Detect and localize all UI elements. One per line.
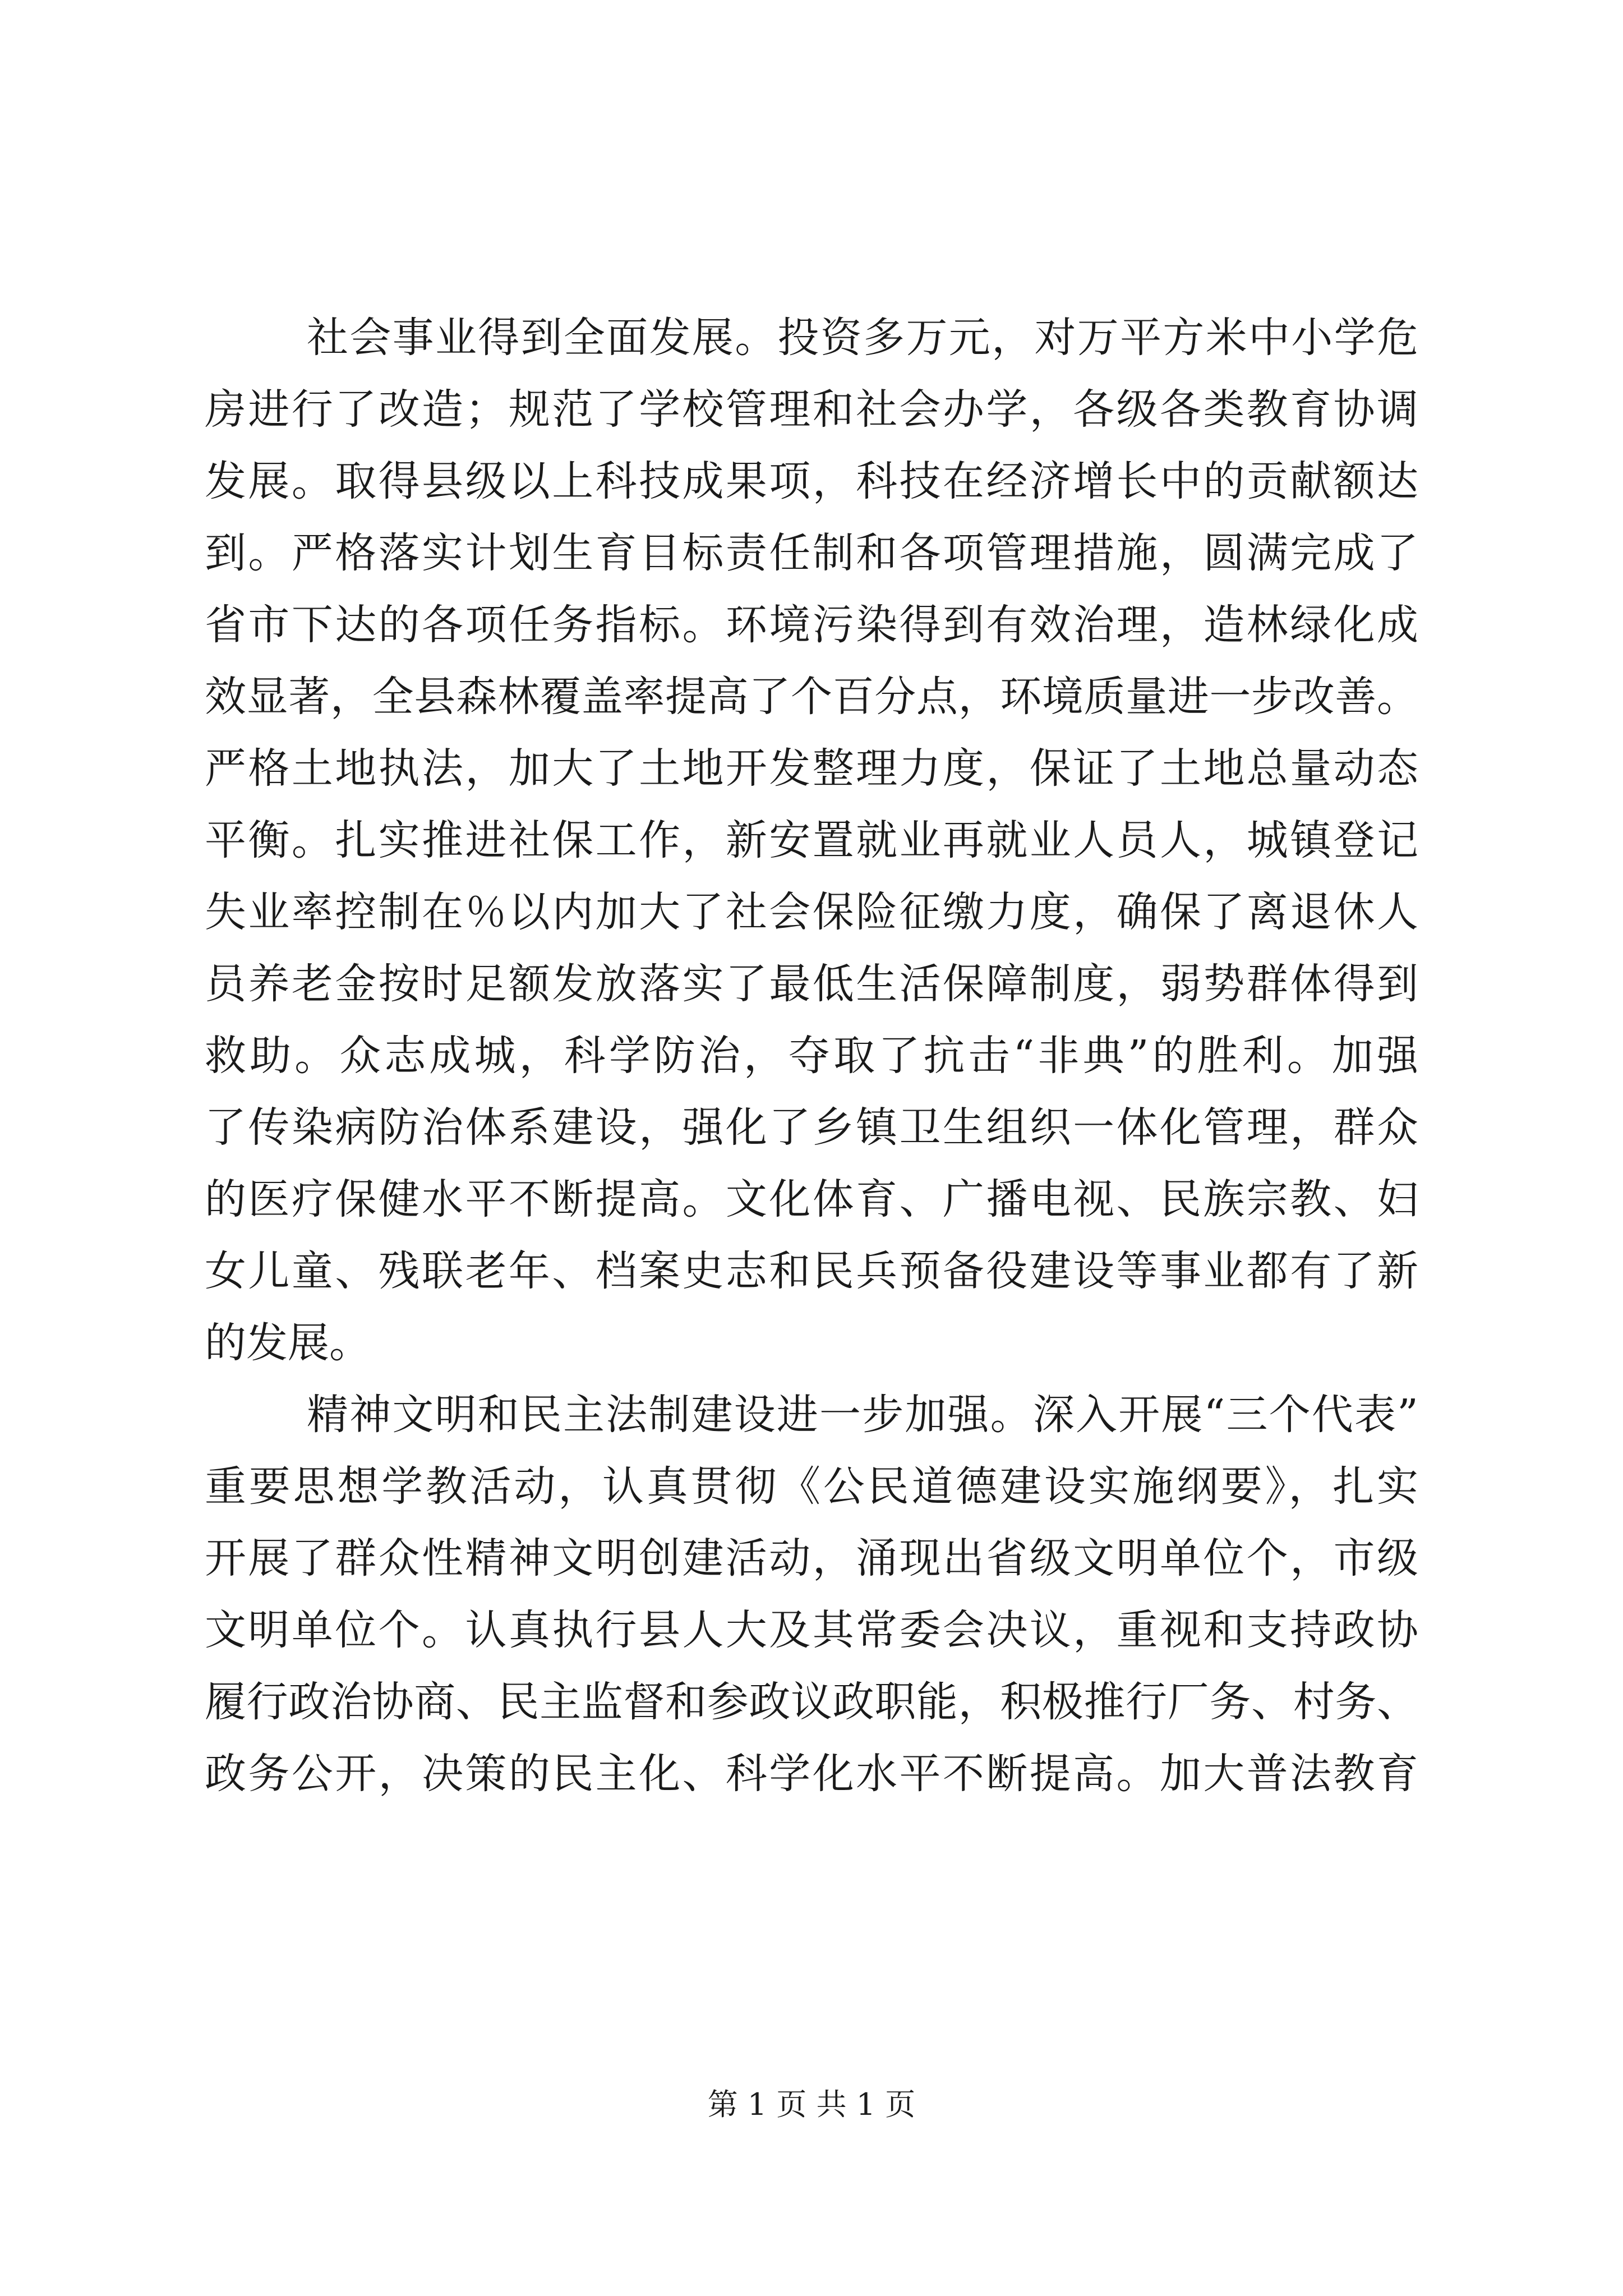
text-line: 文明单位个。认真执行县人大及其常委会决议，重视和支持政协 — [205, 1606, 1418, 1654]
text-line: 到。严格落实计划生育目标责任制和各项管理措施，圆满完成了 — [205, 529, 1418, 577]
text-line: 的发展。 — [205, 1319, 371, 1367]
text-line: 严格土地执法，加大了土地开发整理力度，保证了土地总量动态 — [205, 744, 1418, 793]
text-line: 重要思想学教活动，认真贯彻《公民道德建设实施纲要》，扎实 — [205, 1462, 1418, 1511]
text-line: 失业率控制在％以内加大了社会保险征缴力度，确保了离退休人 — [205, 888, 1418, 936]
text-line: 履行政治协商、民主监督和参政议政职能，积极推行厂务、村务、 — [205, 1678, 1418, 1726]
text-line: 政务公开，决策的民主化、科学化水平不断提高。加大普法教育 — [205, 1750, 1418, 1798]
text-line: 开展了群众性精神文明创建活动，涌现出省级文明单位个，市级 — [205, 1534, 1418, 1582]
text-line: 精神文明和民主法制建设进一步加强。深入开展“三个代表” — [307, 1391, 1418, 1439]
text-line: 效显著，全县森林覆盖率提高了个百分点，环境质量进一步改善。 — [205, 673, 1418, 721]
text-line: 社会事业得到全面发展。投资多万元，对万平方米中小学危 — [307, 314, 1418, 362]
text-line: 房进行了改造；规范了学校管理和社会办学，各级各类教育协调 — [205, 385, 1418, 434]
text-line: 发展。取得县级以上科技成果项，科技在经济增长中的贡献额达 — [205, 457, 1418, 505]
text-line: 的医疗保健水平不断提高。文化体育、广播电视、民族宗教、妇 — [205, 1175, 1418, 1223]
page-footer: 第 1 页 共 1 页 — [707, 2087, 916, 2122]
text-line: 救助。众志成城，科学防治，夺取了抗击“非典”的胜利。加强 — [205, 1032, 1418, 1080]
text-line: 女儿童、残联老年、档案史志和民兵预备役建设等事业都有了新 — [205, 1247, 1418, 1295]
text-line: 平衡。扎实推进社保工作，新安置就业再就业人员人，城镇登记 — [205, 816, 1418, 864]
text-line: 省市下达的各项任务指标。环境污染得到有效治理，造林绿化成 — [205, 601, 1418, 649]
text-line: 了传染病防治体系建设，强化了乡镇卫生组织一体化管理，群众 — [205, 1103, 1418, 1152]
text-line: 员养老金按时足额发放落实了最低生活保障制度，弱势群体得到 — [205, 960, 1418, 1008]
